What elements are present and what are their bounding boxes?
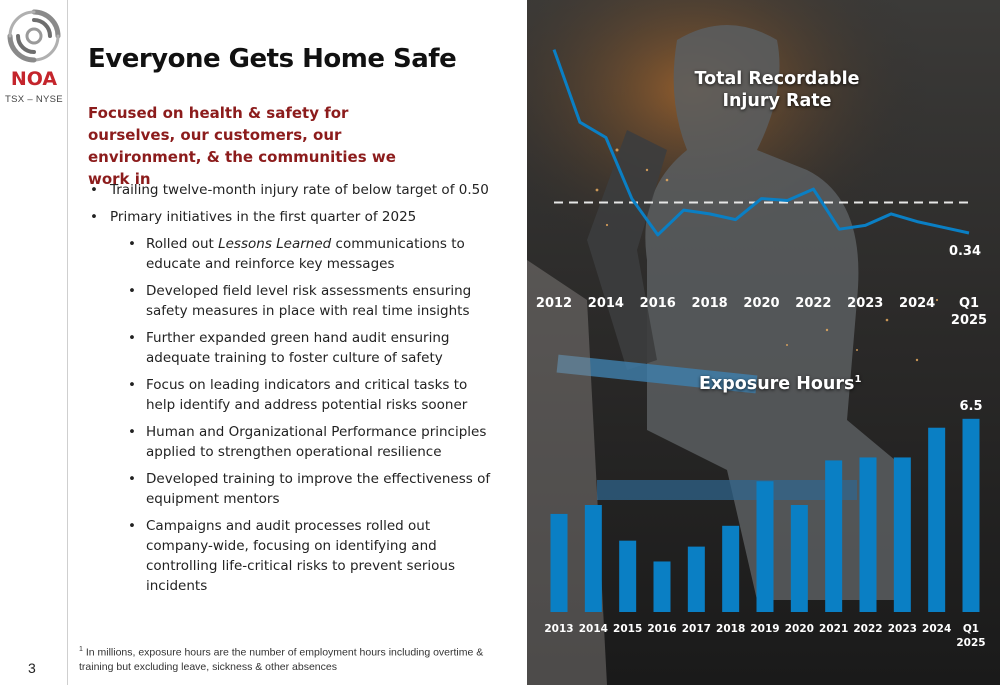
sub-bullet-text: Rolled out (146, 236, 219, 252)
injury-rate-x-tick-label: 2022 (795, 296, 832, 311)
exposure-hours-x-tick-label: 2025 (956, 637, 986, 649)
exposure-hours-x-tick-label: 2016 (647, 623, 677, 635)
exposure-hours-title-text: Exposure Hours (699, 374, 855, 394)
footnote (79, 643, 499, 674)
bullet-list (88, 180, 498, 603)
injury-rate-x-tick-label: 2018 (691, 296, 728, 311)
injury-rate-x-tick-label: 2014 (587, 296, 624, 311)
brand-name: NOA (10, 68, 58, 90)
sub-bullet-text: communications to educate and reinforce key messages (146, 236, 465, 272)
exposure-hours-x-tick-label: 2023 (887, 623, 917, 635)
exposure-hours-x-tick-label: 2021 (819, 623, 849, 635)
page-title: Everyone Gets Home Safe (88, 44, 457, 74)
injury-rate-x-tick-label: Q1 (958, 296, 980, 311)
sub-bullet-item: • Human and Organizational Performance principles applied to strengthen operational resilience (88, 422, 498, 462)
sub-bullet-item: • Further expanded green hand audit ensuring adequate training to foster culture of safety (88, 328, 498, 368)
exposure-hours-x-tick-label: 2014 (578, 623, 608, 635)
exposure-hours-x-tick-label: 2017 (681, 623, 711, 635)
exposure-hours-bar (619, 541, 636, 612)
injury-rate-x-tick-label: 2024 (899, 296, 936, 311)
exposure-hours-bar (825, 460, 842, 612)
exposure-hours-x-tick-label: 2013 (544, 623, 574, 635)
injury-rate-x-tick-label: 2016 (639, 296, 676, 311)
injury-rate-x-tick-label: 2012 (535, 296, 573, 311)
page-number: 3 (28, 660, 36, 676)
exposure-hours-bar (963, 419, 980, 612)
injury-rate-chart-title: Total Recordable Injury Rate (694, 69, 860, 111)
exposure-hours-title-superscript: 1 (854, 374, 862, 386)
exchange-label: TSX – NYSE (5, 94, 63, 105)
exposure-hours-chart-title (699, 374, 861, 394)
brand-rail (0, 0, 68, 685)
sub-bullet-item: • Campaigns and audit processes rolled out company-wide, focusing on identifying and controlling life-critical risks to prevent serious incidents (88, 516, 498, 596)
sub-bullet-item: • Developed training to improve the effectiveness of equipment mentors (88, 469, 498, 509)
sub-bullet-item: • Developed field level risk assessments ensuring safety measures in place with real time insights (88, 281, 498, 321)
exposure-hours-bar (928, 428, 945, 612)
exposure-hours-bar (551, 514, 568, 612)
injury-rate-x-tick-label: 2025 (950, 313, 988, 328)
exposure-hours-bar (757, 481, 774, 612)
bullet-item: • Trailing twelve-month injury rate of below target of 0.50 (88, 180, 498, 200)
page-subtitle: Focused on health & safety for ourselves, our customers, our environment, & the communities we work in (88, 104, 396, 188)
footnote-text: In millions, exposure hours are the number of employment hours including overtime & training but excluding leave, sickness & other absences (79, 646, 484, 673)
exposure-hours-bar (894, 457, 911, 612)
sub-bullet-italic-text: Lessons Learned (218, 236, 332, 252)
exposure-hours-bar (791, 505, 808, 612)
exposure-hours-bar (654, 561, 671, 612)
exposure-hours-bar (688, 547, 705, 612)
footnote-marker: 1 (79, 646, 83, 653)
exposure-hours-last-value-label: 6.5 (959, 398, 983, 414)
exposure-hours-x-tick-label: 2024 (922, 623, 952, 635)
exposure-hours-x-tick-label: 2019 (750, 623, 780, 635)
exposure-hours-x-tick-label: 2018 (716, 623, 746, 635)
injury-rate-x-tick-label: 2023 (847, 296, 884, 311)
sub-bullet-item (88, 234, 498, 274)
exposure-hours-x-tick-label: 2020 (784, 623, 814, 635)
swirl-logo-icon (4, 6, 64, 66)
exposure-hours-x-tick-label: Q1 (962, 623, 980, 635)
exposure-hours-x-tick-label: 2015 (613, 623, 643, 635)
exposure-hours-x-tick-label: 2022 (853, 623, 883, 635)
sub-bullet-item: • Focus on leading indicators and critical tasks to help identify and address potential risks sooner (88, 375, 498, 415)
exposure-hours-bar (722, 526, 739, 612)
photo-chart-panel (527, 0, 1000, 685)
injury-rate-last-value-label: 0.34 (948, 244, 982, 260)
injury-rate-x-tick-label: 2020 (743, 296, 780, 311)
exposure-hours-bar (585, 505, 602, 612)
exposure-hours-bar (860, 457, 877, 612)
bullet-item: • Primary initiatives in the first quarter of 2025 (88, 207, 498, 227)
